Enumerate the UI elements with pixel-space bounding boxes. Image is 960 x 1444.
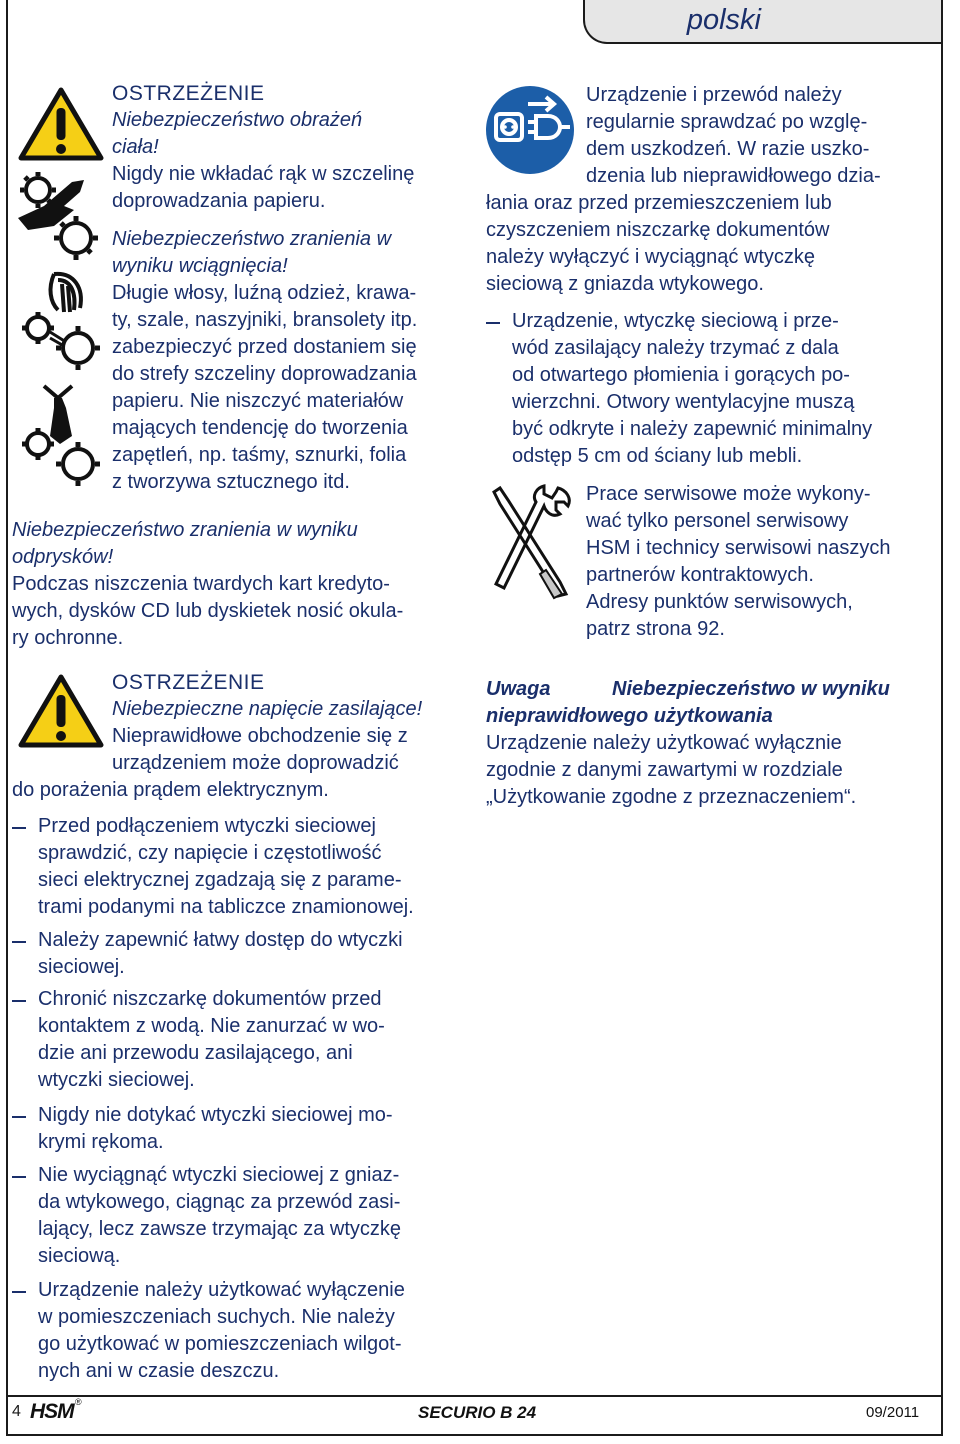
warning-subtitle: wyniku wciągnięcia! (112, 255, 288, 277)
bullet-dash (12, 1291, 26, 1293)
service-text: Adresy punktów serwisowych, (586, 591, 853, 613)
warning-text: Długie włosy, luźną odzież, krawa- (112, 282, 417, 304)
language-label: polski (686, 4, 761, 36)
warning-text: Nigdy nie wkładać rąk w szczelinę (112, 163, 415, 185)
note-text: „Użytkowanie zgodne z przeznaczeniem“. (486, 786, 857, 808)
bullet-text: od otwartego płomienia i gorących po- (512, 364, 850, 386)
bullet-text: Urządzenie, wtyczkę sieciową i prze- (512, 310, 839, 332)
tie-gears-icon (14, 380, 106, 488)
warning-triangle-icon (18, 673, 104, 749)
bullet-text: sieciowej. (38, 956, 125, 978)
warning-title: ciała! (112, 136, 159, 158)
language-tab (583, 0, 943, 44)
bullet-text: Nie wyciągnąć wtyczki sieciowej z gniaz- (38, 1164, 400, 1186)
service-text: wać tylko personel serwisowy (586, 510, 849, 532)
bullet-text: wtyczki sieciowej. (38, 1069, 195, 1091)
warning-text: ty, szale, naszyjniki, bransolety itp. (112, 309, 418, 331)
service-text: patrz strona 92. (586, 618, 725, 640)
warning-text: urządzeniem może doprowadzić (112, 752, 399, 774)
warning-text: zapętleń, np. taśmy, sznurki, folia (112, 444, 407, 466)
warning-triangle-icon (18, 86, 104, 162)
body-text: dzenia lub nieprawidłowego dzia- (586, 165, 881, 187)
bullet-dash (486, 322, 500, 324)
bullet-text: krymi rękoma. (38, 1131, 164, 1153)
service-text: partnerów kontraktowych. (586, 564, 814, 586)
bullet-text: go użytkować w pomieszczeniach wilgot- (38, 1333, 402, 1355)
bullet-text: wierzchni. Otwory wentylacyjne muszą (512, 391, 855, 413)
note-label: Uwaga (486, 678, 551, 700)
page-number: 4 (12, 1403, 21, 1420)
bullet-text: kontaktem z wodą. Nie zanurzać w wo- (38, 1015, 385, 1037)
note-text: zgodnie z danymi zawartymi w rozdziale (486, 759, 843, 781)
bullet-text: Przed podłączeniem wtyczki sieciowej (38, 815, 376, 837)
registered-mark: ® (75, 1397, 82, 1407)
body-text: dem uszkodzeń. W razie uszko- (586, 138, 870, 160)
bullet-text: Należy zapewnić łatwy dostęp do wtyczki (38, 929, 403, 951)
warning-header: OSTRZEŻENIE (112, 671, 265, 694)
bullet-text: odstęp 5 cm od ściany lub mebli. (512, 445, 803, 467)
section-title: Niebezpieczeństwo zranienia w wyniku (12, 519, 358, 541)
bullet-dash (12, 1000, 26, 1002)
body-text: regularnie sprawdzać po wzglę- (586, 111, 868, 133)
body-text: ry ochronne. (12, 627, 124, 649)
warning-text: Nieprawidłowe obchodzenie się z (112, 725, 408, 747)
warning-text: do strefy szczeliny doprowadzania (112, 363, 417, 385)
bullet-text: trami podanymi na tabliczce znamionowej. (38, 896, 414, 918)
brand-logo: HSM (30, 1400, 74, 1423)
body-text: łania oraz przed przemieszczeniem lub (486, 192, 832, 214)
warning-text: do porażenia prądem elektrycznym. (12, 779, 329, 801)
bullet-text: być odkryte i należy zapewnić minimalny (512, 418, 873, 440)
bullet-dash (12, 1176, 26, 1178)
service-text: HSM i technicy serwisowi naszych (586, 537, 891, 559)
bullet-text: wód zasilający należy trzymać z dala (512, 337, 839, 359)
bullet-text: lający, lecz zawsze trzymając za wtyczkę (38, 1218, 402, 1240)
bullet-text: w pomieszczeniach suchych. Nie należy (38, 1306, 395, 1328)
warning-subtitle: Niebezpieczeństwo zranienia w (112, 228, 392, 250)
bullet-text: Nigdy nie dotykać wtyczki sieciowej mo- (38, 1104, 393, 1126)
warning-text: z tworzywa sztucznego itd. (112, 471, 350, 493)
warning-text: mających tendencję do tworzenia (112, 417, 408, 439)
note-title: nieprawidłowego użytkowania (486, 705, 773, 727)
bullet-text: sieci elektrycznej zgadzają się z parame- (38, 869, 402, 891)
footer-rule (6, 1395, 943, 1397)
warning-title: Niebezpieczne napięcie zasilające! (112, 698, 423, 720)
unplug-mandatory-icon (484, 84, 576, 176)
body-text: sieciową z gniazda wtykowego. (486, 273, 764, 295)
bullet-text: dzie ani przewodu zasilającego, ani (38, 1042, 353, 1064)
bullet-text: sprawdzić, czy napięcie i częstotliwość (38, 842, 382, 864)
warning-text: zabezpieczyć przed dostaniem się (112, 336, 417, 358)
bullet-dash (12, 1116, 26, 1118)
bullet-text: Chronić niszczarkę dokumentów przed (38, 988, 382, 1010)
hair-gears-icon (14, 268, 106, 374)
body-text: należy wyłączyć i wyciągnąć wtyczkę (486, 246, 815, 268)
bullet-text: da wtykowego, ciągnąc za przewód zasi- (38, 1191, 401, 1213)
note-text: Urządzenie należy użytkować wyłącznie (486, 732, 842, 754)
service-text: Prace serwisowe może wykony- (586, 483, 871, 505)
body-text: Podczas niszczenia twardych kart kredyto- (12, 573, 390, 595)
warning-header: OSTRZEŻENIE (112, 82, 265, 105)
body-text: czyszczeniem niszczarkę dokumentów (486, 219, 830, 241)
body-text: wych, dysków CD lub dyskietek nosić okula- (12, 600, 404, 622)
bullet-dash (12, 827, 26, 829)
screwdriver-wrench-icon (486, 484, 578, 600)
warning-title: Niebezpieczeństwo obrażeń (112, 109, 363, 131)
hand-gears-icon (14, 166, 106, 264)
bullet-dash (12, 941, 26, 943)
body-text: Urządzenie i przewód należy (586, 84, 842, 106)
footer-date: 09/2011 (866, 1404, 920, 1421)
warning-text: papieru. Nie niszczyć materiałów (112, 390, 404, 412)
warning-text: doprowadzania papieru. (112, 190, 326, 212)
note-title: Niebezpieczeństwo w wyniku (612, 678, 890, 700)
section-title: odprysków! (12, 546, 114, 568)
bullet-text: Urządzenie należy użytkować wyłączenie (38, 1279, 405, 1301)
model-name: SECURIO B 24 (418, 1403, 537, 1422)
bullet-text: nych ani w czasie deszczu. (38, 1360, 280, 1382)
bullet-text: sieciową. (38, 1245, 121, 1267)
